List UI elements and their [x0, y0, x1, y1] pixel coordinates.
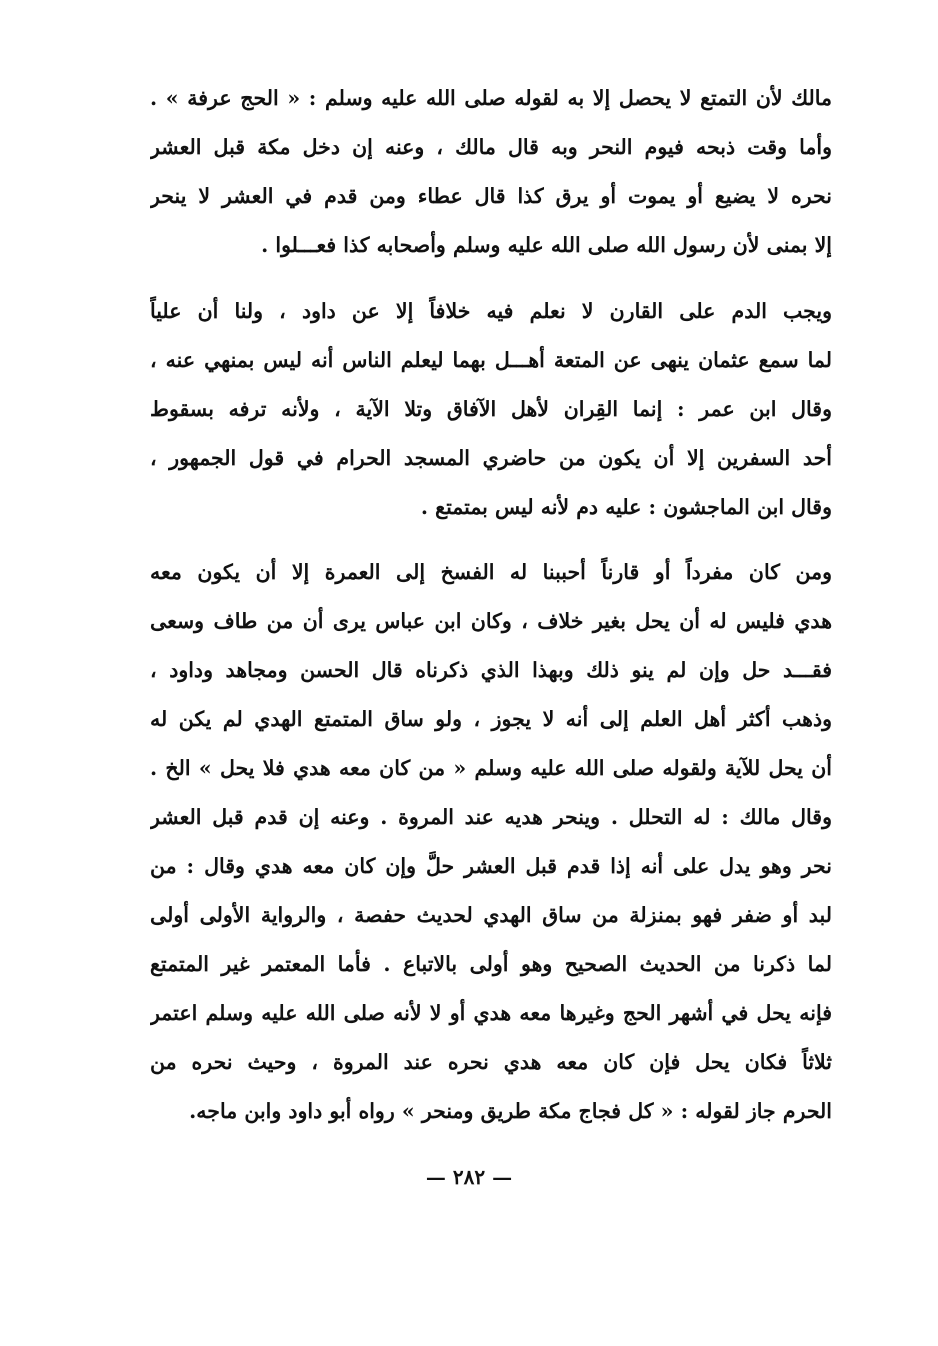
paragraph-2 — [150, 287, 832, 532]
text-line: أن يحل للآية ولقوله صلى الله عليه وسلم « من كان معه هدي فلا يحل » الخ . — [150, 756, 832, 780]
text-line: هدي فليس له أن يحل بغير خلاف ، وكان ابن عباس يرى أن من طاف وسعى — [150, 609, 832, 633]
text-line: ويجب الدم على القارن لا نعلم فيه خلافاً إلا عن داود ، ولنا أن علياً — [150, 299, 832, 323]
text-line: نحره لا يضيع أو يموت أو يرق كذا قال عطاء ومن قدم في العشر لا ينحر — [150, 184, 832, 208]
text-line: وذهب أكثر أهل العلم إلى أنه لا يجوز ، ولو ساق المتمتع الهدي لم يكن له — [150, 707, 832, 731]
paragraph-1 — [150, 74, 832, 270]
text-line: مالك لأن التمتع لا يحصل إلا به لقوله صلى الله عليه وسلم : « الحج عرفة » . — [150, 86, 832, 110]
text-line: وقال مالك : له التحلل . وينحر هديه عند المروة . وعنه إن قدم قبل العشر — [150, 805, 832, 829]
text-line: لما سمع عثمان ينهى عن المتعة أهـــل بهما ليعلم الناس أنه ليس بمنهي عنه ، — [150, 348, 832, 372]
text-line: ثلاثاً فكان يحل فإن كان معه هدي نحره عند المروة ، وحيث نحره من — [150, 1050, 832, 1074]
text-line: وقال ابن عمر : إنما القِران لأهل الآفاق وتلا الآية ، ولأنه ترفه بسقوط — [150, 397, 832, 421]
text-line: لبد أو ضفر فهو بمنزلة من ساق الهدي لحديث حفصة ، والرواية الأولى أولى — [150, 903, 832, 927]
text-line: أحد السفرين إلا أن يكون من حاضري المسجد الحرام في قول الجمهور ، — [150, 446, 832, 470]
text-line: فإنه يحل في أشهر الحج وغيرها معه هدي أو لا لأنه صلى الله عليه وسلم اعتمر — [150, 1001, 832, 1025]
text-line: الحرم جاز لقوله : « كل فجاج مكة طريق ومنحر » رواه أبو داود وابن ماجه. — [189, 1099, 832, 1123]
text-line: نحر وهو يدل على أنه إذا قدم قبل العشر حلَّ وإن كان معه هدي وقال : من — [150, 854, 832, 878]
text-line: إلا بمنى لأن رسول الله صلى الله عليه وسلم وأصحابه كذا فعـــلوا . — [261, 233, 832, 257]
text-line: وأما وقت ذبحه فيوم النحر وبه قال مالك ، وعنه إن دخل مكة قبل العشر — [150, 135, 832, 159]
text-line: فقـــد حل وإن لم ينو ذلك وبهذا الذي ذكرناه قال الحسن ومجاهد وداود ، — [150, 658, 832, 682]
page-number: — ٢٨٢ — — [425, 1165, 513, 1189]
text-line: وقال ابن الماجشون : عليه دم لأنه ليس بمتمتع . — [420, 495, 832, 519]
paragraph-3 — [150, 548, 832, 1136]
text-line: ومن كان مفرداً أو قارناً أحببنا له الفسخ إلى العمرة إلا أن يكون معه — [150, 560, 832, 584]
text-line: لما ذكرنا من الحديث الصحيح وهو أولى بالاتباع . فأما المعتمر غير المتمتع — [150, 952, 832, 976]
